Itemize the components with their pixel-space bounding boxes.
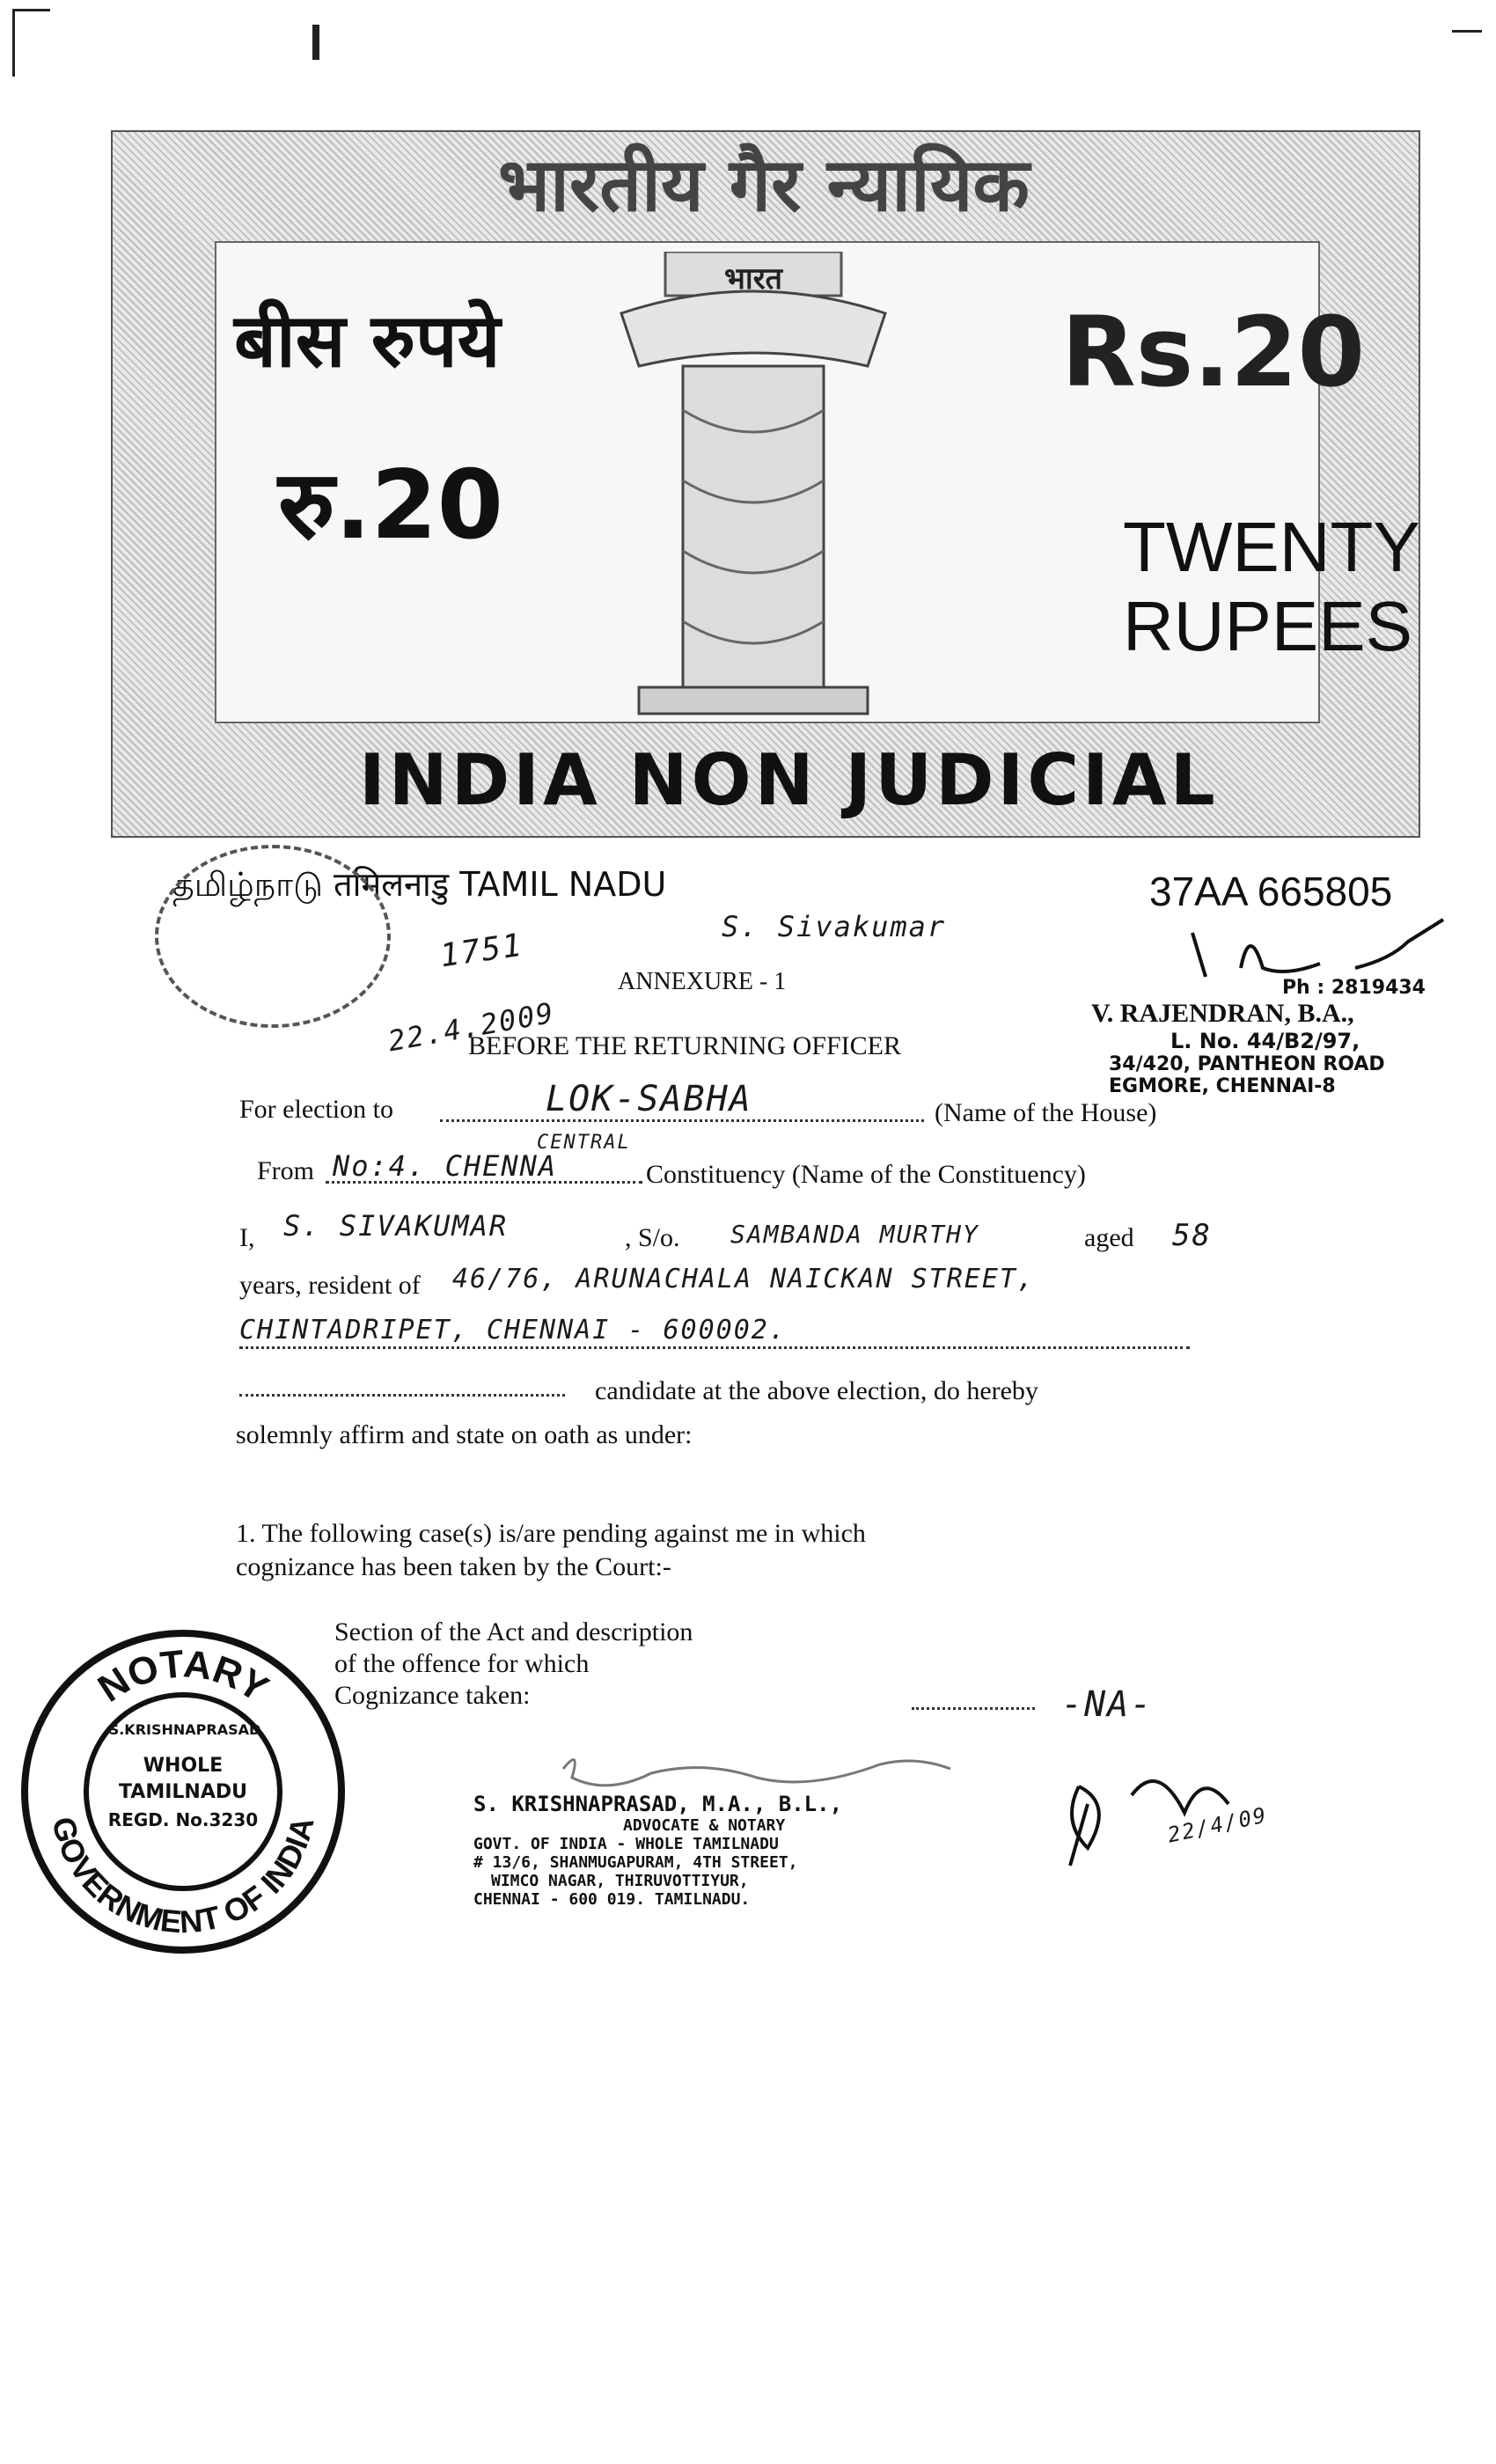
deponent-signature [1052, 1751, 1316, 1874]
candidate-text: candidate at the above election, do hereby [595, 1376, 1038, 1405]
ashoka-pillar-emblem [586, 252, 920, 718]
amount-words-line2: RUPEES [1123, 587, 1412, 665]
seal-name: S.KRISHNAPRASAD [108, 1721, 261, 1738]
election-label: For election to [239, 1095, 393, 1124]
notary-line2: GOVT. OF INDIA - WHOLE TAMILNADU [473, 1835, 779, 1853]
notary-line5: CHENNAI - 600 019. TAMILNADU. [473, 1890, 751, 1909]
from-suffix: Constituency (Name of the Constituency) [646, 1160, 1086, 1189]
from-value: No:4. CHENNA [333, 1149, 558, 1183]
amount-english: Rs.20 [1061, 296, 1366, 408]
from-insert: CENTRAL [537, 1132, 631, 1154]
address-line2: CHINTADRIPET, CHENNAI - 600002. [239, 1315, 787, 1346]
stamp-footer: INDIA NON JUDICIAL [359, 739, 1219, 821]
election-suffix: (Name of the House) [935, 1098, 1157, 1127]
stamp-inner-panel [215, 241, 1420, 723]
hindi-amount: रु.20 [278, 451, 503, 561]
vendor-phone: Ph : 2819434 [1281, 977, 1426, 999]
notary-line3: # 13/6, SHANMUGAPURAM, 4TH STREET, [473, 1853, 798, 1872]
stamp-header-hindi: भारतीय गैर न्यायिक [498, 142, 1030, 228]
section-line2: of the offence for which [334, 1649, 590, 1678]
election-value: LOK-SABHA [546, 1079, 752, 1119]
notary-line1: ADVOCATE & NOTARY [623, 1816, 786, 1835]
resident-label: years, resident of [239, 1271, 421, 1300]
circular-seal-partial [155, 845, 391, 1028]
notary-signature [528, 1742, 968, 1804]
hindi-amount-words: बीस रुपये [234, 297, 501, 384]
address-line1: 46/76, ARUNACHALA NAICKAN STREET, [452, 1264, 1036, 1294]
notary-stamp [473, 1792, 931, 1909]
section-line1: Section of the Act and description [334, 1617, 693, 1646]
address-dotted-line1 [239, 1346, 1190, 1349]
vendor-address1: 34/420, PANTHEON ROAD [1109, 1053, 1385, 1075]
election-dotted-line [440, 1119, 924, 1122]
candidate-age: 58 [1172, 1218, 1212, 1253]
vendor-stamp [1091, 977, 1426, 1097]
handwritten-date: 22.4.2009 [385, 995, 558, 1059]
item1-line2: cognizance has been taken by the Court:- [236, 1552, 671, 1581]
notary-name: S. KRISHNAPRASAD, M.A., B.L., [473, 1792, 843, 1816]
stamp-paper [111, 130, 1420, 838]
state-name: தமிழ்நாடு तमिलनाडु TAMIL NADU [172, 865, 667, 904]
seal-top-text: NOTARY [90, 1642, 276, 1711]
father-name: SAMBANDA MURTHY [730, 1220, 979, 1249]
handwritten-vendor-name: S. Sivakumar [722, 910, 947, 943]
so-label: , S/o. [625, 1223, 680, 1252]
amount-words-line1: TWENTY [1123, 508, 1420, 586]
seal-bottom-text: GOVERNMENT OF INDIA [45, 1813, 321, 1940]
vendor-name: V. RAJENDRAN, B.A., [1091, 999, 1354, 1028]
signature-date: 22/4/09 [1165, 1802, 1270, 1848]
candidate-name: S. SIVAKUMAR [283, 1209, 509, 1243]
document-heading: BEFORE THE RETURNING OFFICER [468, 1031, 901, 1060]
item1-line1: 1. The following case(s) is/are pending against me in which [236, 1519, 866, 1548]
i-label: I, [239, 1223, 255, 1252]
candidate-dotted-line [239, 1394, 565, 1397]
corner-mark [1452, 30, 1482, 33]
handwritten-register-number: 1751 [437, 927, 526, 975]
aged-label: aged [1084, 1223, 1134, 1252]
pillar-label: भारत [724, 261, 782, 297]
section-line3: Cognizance taken: [334, 1681, 531, 1710]
serial-number: 37AA 665805 [1149, 869, 1393, 914]
notary-seal [16, 1624, 350, 1959]
section-dotted-line [912, 1707, 1035, 1710]
annexure-title: ANNEXURE - 1 [618, 968, 787, 995]
vendor-license: L. No. 44/B2/97, [1170, 1029, 1360, 1053]
from-label: From [257, 1156, 315, 1185]
seal-mid2: TAMILNADU [119, 1781, 247, 1803]
seal-mid1: WHOLE [143, 1755, 224, 1777]
seal-reg: REGD. No.3230 [107, 1809, 259, 1830]
corner-mark [12, 9, 50, 77]
vendor-address2: EGMORE, CHENNAI-8 [1109, 1075, 1336, 1097]
affirm-text: solemnly affirm and state on oath as under: [236, 1420, 693, 1449]
notary-line4: WIMCO NAGAR, THIRUVOTTIYUR, [491, 1872, 749, 1890]
perforation-mark [312, 25, 319, 60]
section-answer: -NA- [1061, 1684, 1154, 1725]
vendor-signature [1188, 915, 1452, 986]
